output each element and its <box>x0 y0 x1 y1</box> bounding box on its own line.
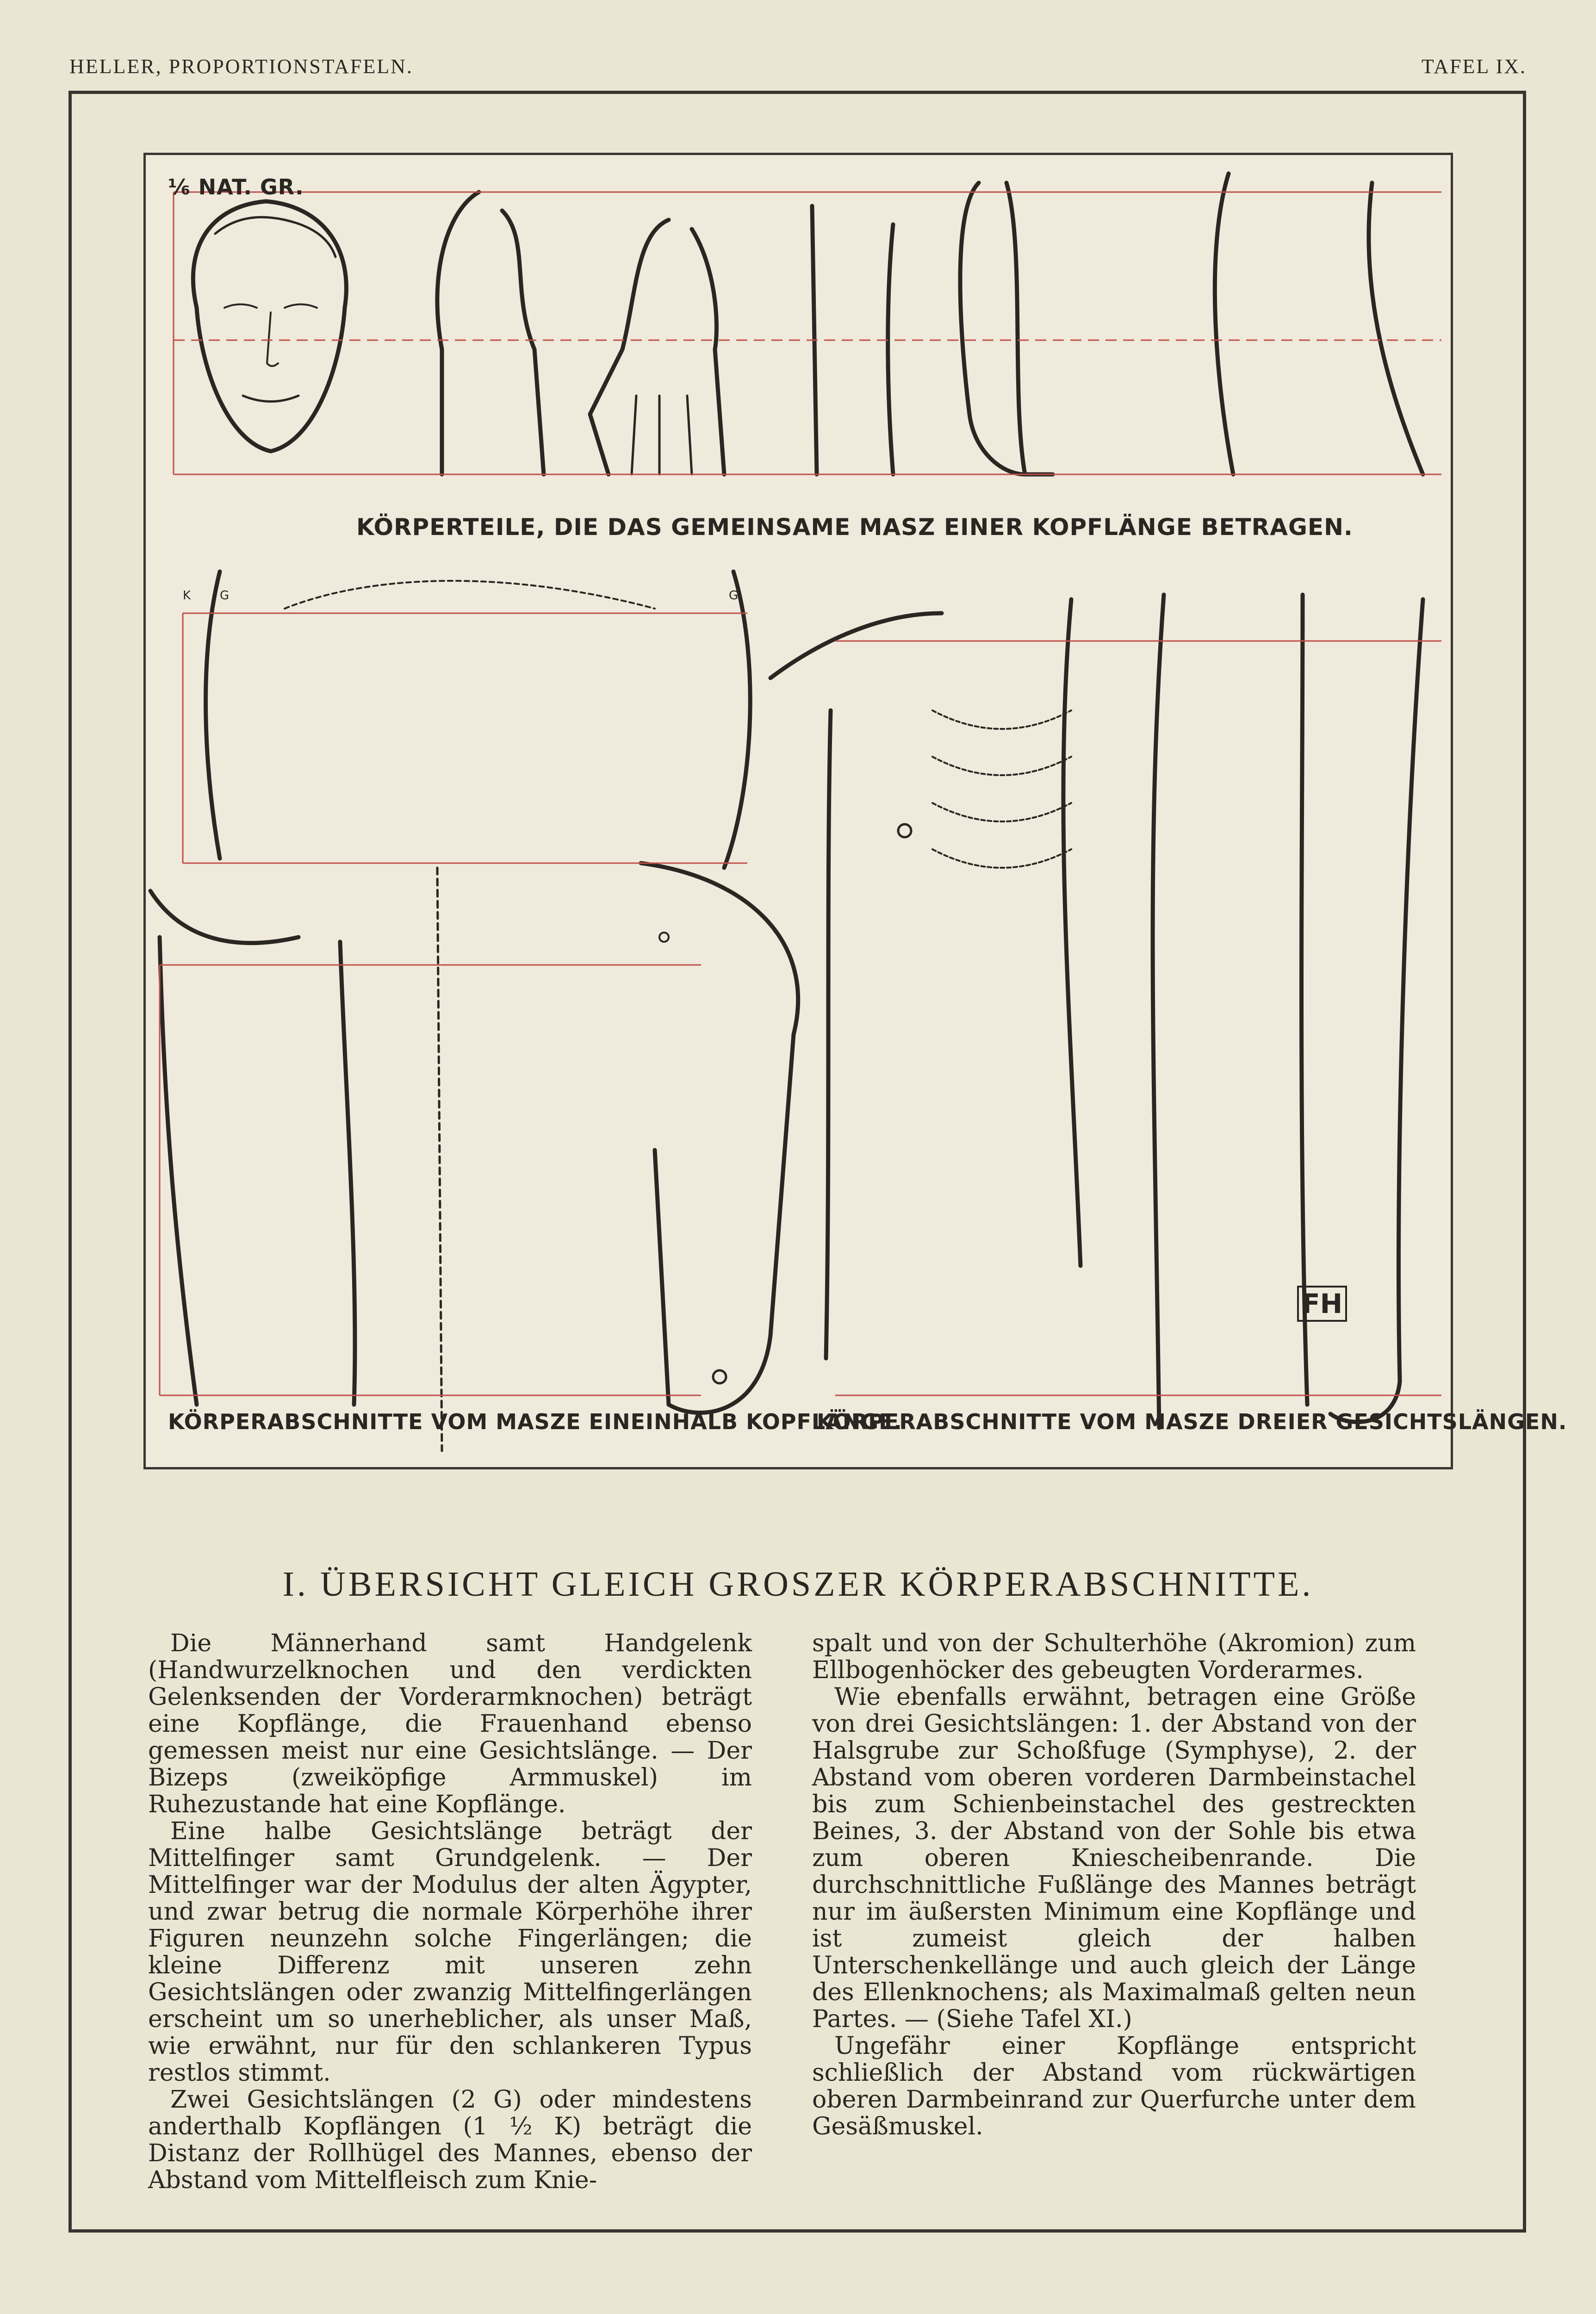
section-title: I. ÜBERSICHT GLEICH GROSZER KÖRPERABSCHNITTE. <box>282 1565 1314 1604</box>
marker-g-left: G <box>220 589 230 603</box>
head-drawing <box>193 201 346 451</box>
spine-drawing <box>437 868 442 1451</box>
running-head-left: HELLER, PROPORTIONSTAFELN. <box>69 55 413 78</box>
caption-top: KÖRPERTEILE, DIE DAS GEMEINSAME MASZ EINER KOPFLÄNGE BETRAGEN. <box>356 514 1353 541</box>
paragraph: Eine halbe Gesichtslänge beträgt der Mittelfinger samt Grundgelenk. — Der Mittelfinger war der Modulus der alten Ägypter, und zwar betrug die normale Körperhöhe ihrer Figuren neunzehn solche Fingerlängen; die kleine Differenz mit unseren zehn Gesichtslängen oder zwanzig Mittelfingerlängen erscheint um so unerheblicher, als unser Maß, wie erwähnt, nur für den schlankeren Typus restlos stimmt. <box>148 1817 752 2087</box>
leg-drawing <box>1063 595 1164 1428</box>
plate-illustration <box>146 155 1451 1467</box>
bent-arm-drawing <box>641 863 798 1413</box>
caption-bottom-right: KÖRPERABSCHNITTE VOM MASZE DREIER GESICHTSLÄNGEN. <box>817 1409 1567 1434</box>
caption-bottom-left: KÖRPERABSCHNITTE VOM MASZE EINEINHALB KOPFLÄNGE. <box>168 1409 903 1434</box>
pelvis-front-drawing <box>206 572 751 868</box>
paragraph: Zwei Gesichtslängen (2 G) oder mindestens anderthalb Kopflängen (1 ½ K) beträgt die Distanz der Rollhügel des Mannes, ebenso der Abstand vom Mittelfleisch zum Knie- <box>148 2086 752 2194</box>
thigh-drawing <box>150 891 355 1405</box>
text-column-left <box>148 1630 752 2194</box>
paragraph-continuation: spalt und von der Schulterhöhe (Akromion) zum Ellbogenhöcker des gebeugten Vorderarmes. <box>812 1630 1416 1684</box>
foot-drawing <box>960 183 1053 474</box>
marker-g-right: G <box>729 589 739 603</box>
paragraph: Ungefähr einer Kopflänge entspricht schließlich der Abstand vom rückwärtigen oberen Darmbeinrand zur Querfurche unter dem Gesäßmuskel. <box>812 2032 1416 2140</box>
artist-monogram: FH <box>1297 1286 1347 1322</box>
marker-k: K <box>183 589 191 603</box>
anatomical-plate <box>143 153 1567 1469</box>
paragraph: Die Männerhand samt Handgelenk (Handwurzelknochen und den verdickten Gelenksenden der Vorderarmknochen) beträgt eine Kopflänge, die Frauenhand ebenso gemessen meist nur eine Gesichtslänge. — Der Bizeps (zweiköpfige Armmuskel) im Ruhezustande hat eine Kopflänge. <box>148 1630 752 1818</box>
hand-drawings <box>437 192 724 474</box>
running-head-right: TAFEL IX. <box>1421 55 1527 78</box>
pelvis-drawing <box>1215 174 1423 474</box>
paragraph: Wie ebenfalls erwähnt, betragen eine Größe von drei Gesichtslängen: 1. der Abstand von der Halsgrube zur Schoßfuge (Symphyse), 2. der Abstand vom oberen vorderen Darmbeinstachel bis zum Schienbeinstachel des gestreckten Beines, 3. der Abstand von der Sohle bis etwa zum oberen Kniescheibenrande. Die durchschnittliche Fußlänge des Mannes beträgt nur im äußersten Minimum eine Kopflänge und ist zumeist gleich der halben Unterschenkellänge und auch gleich der Länge des Ellenknochens; als Maximalmaß gelten neun Partes. — (Siehe Tafel XI.) <box>812 1683 1416 2033</box>
text-column-right <box>812 1630 1416 2140</box>
scale-label: ⅙ NAT. GR. <box>168 174 304 199</box>
